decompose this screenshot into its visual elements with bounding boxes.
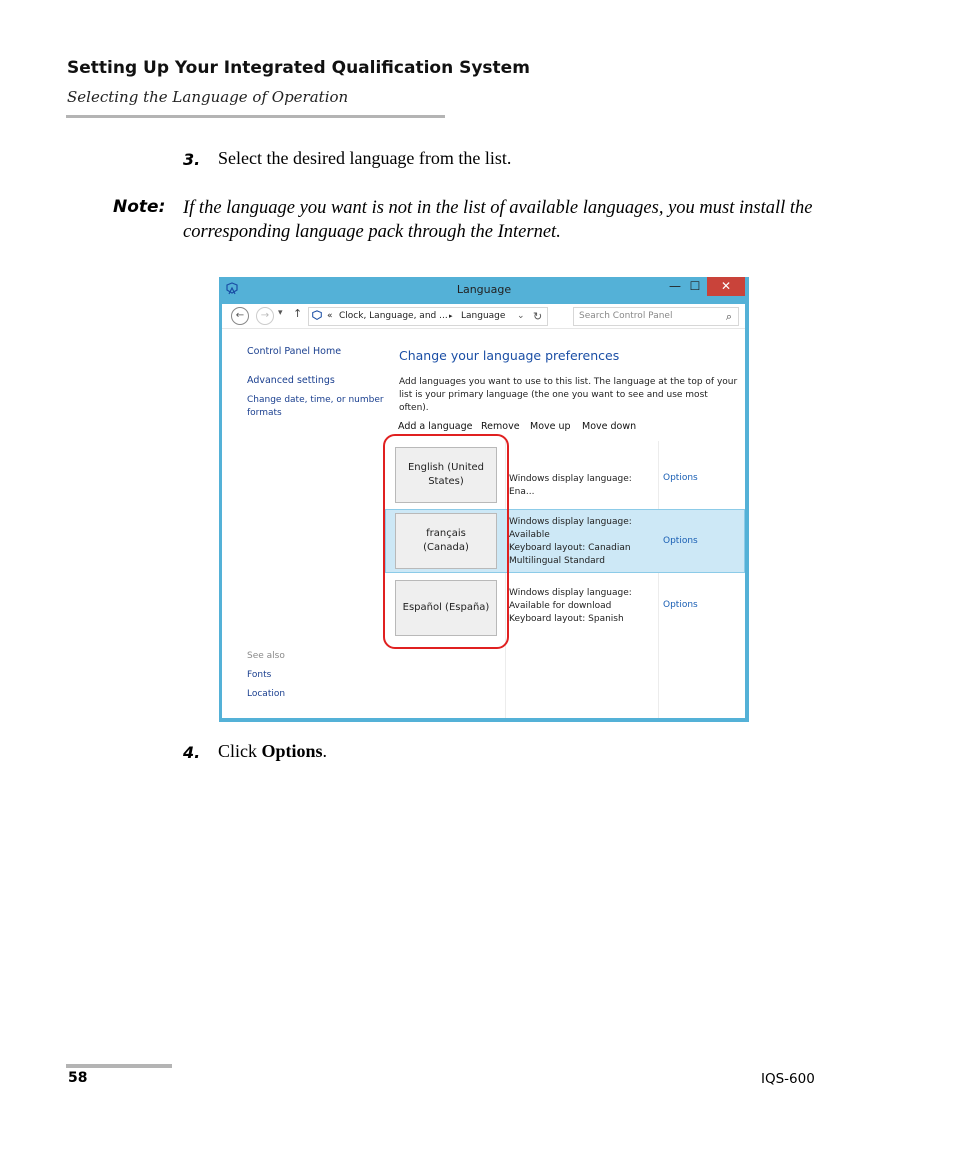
minimize-button[interactable]: — <box>669 279 681 293</box>
search-icon[interactable]: ⌕ <box>725 310 732 323</box>
refresh-icon[interactable]: ↻ <box>533 310 543 323</box>
sidebar-link-advanced-settings[interactable]: Advanced settings <box>247 375 335 386</box>
breadcrumb-item-language[interactable]: Language <box>461 311 506 321</box>
sidebar-link-control-panel-home[interactable]: Control Panel Home <box>247 346 342 357</box>
main-description: Add languages you want to use to this list. The language at the top of your list is your primary language (the one you want to see and use most often). <box>399 377 738 413</box>
move-up-button[interactable]: Move up <box>530 421 571 432</box>
breadcrumb-prefix: « <box>327 311 333 321</box>
language-info: Windows display language: Ena... <box>509 474 632 497</box>
address-bar <box>222 304 745 329</box>
window-title-bar <box>219 277 749 304</box>
main-heading: Change your language preferences <box>399 348 620 363</box>
options-link[interactable]: Options <box>663 473 698 483</box>
forward-button[interactable]: → <box>256 307 274 325</box>
note-label: Note: <box>113 197 166 217</box>
breadcrumb-separator-icon: ▸ <box>449 312 453 320</box>
language-button-english[interactable]: English (United States) <box>395 447 497 503</box>
highlight-box <box>383 434 509 649</box>
chevron-down-icon[interactable]: ⌄ <box>517 311 525 321</box>
up-button[interactable]: ↑ <box>293 307 303 320</box>
step-4-text-prefix: Click <box>218 741 262 761</box>
sidebar-link-change-date-time[interactable]: Change date, time, or number formats <box>247 395 384 418</box>
search-placeholder: Search Control Panel <box>579 311 673 321</box>
window-title: Language <box>456 283 512 296</box>
sidebar-link-location[interactable]: Location <box>247 689 286 699</box>
header-divider <box>66 115 445 118</box>
remove-button[interactable]: Remove <box>481 421 520 432</box>
options-link[interactable]: Options <box>663 536 698 546</box>
breadcrumb-item-clock-language[interactable]: Clock, Language, and ... <box>339 311 448 321</box>
close-button[interactable]: ✕ <box>707 277 745 296</box>
footer-divider <box>66 1064 172 1068</box>
control-panel-icon <box>311 310 323 322</box>
step-4-number: 4. <box>183 743 201 762</box>
step-4-text <box>218 741 327 762</box>
recent-locations-icon[interactable]: ▾ <box>278 308 283 318</box>
add-language-button[interactable]: Add a language <box>398 421 473 432</box>
back-button[interactable]: ← <box>231 307 249 325</box>
page-number: 58 <box>68 1070 88 1086</box>
breadcrumb[interactable] <box>308 307 548 326</box>
note-text: If the language you want is not in the list of available languages, you must install the corresponding language pack through the Internet. <box>183 198 813 242</box>
step-4-text-suffix: . <box>322 741 328 761</box>
language-button-francais[interactable]: français (Canada) <box>395 513 497 569</box>
sidebar-link-fonts[interactable]: Fonts <box>247 670 272 680</box>
step-3-text: Select the desired language from the list. <box>218 148 512 168</box>
language-info: Windows display language: Available for download Keyboard layout: Spanish <box>509 588 632 624</box>
options-link[interactable]: Options <box>663 600 698 610</box>
page-header-subtitle: Selecting the Language of Operation <box>67 88 349 106</box>
language-button-espanol[interactable]: Español (España) <box>395 580 497 636</box>
step-3-number: 3. <box>183 150 201 169</box>
product-name: IQS-600 <box>761 1071 815 1087</box>
step-4-options-term: Options <box>261 741 323 761</box>
page-header-title: Setting Up Your Integrated Qualification System <box>67 58 530 78</box>
language-info: Windows display language: Available Keyboard layout: Canadian Multilingual Standard <box>509 517 632 566</box>
maximize-button[interactable]: ☐ <box>689 279 701 293</box>
search-input[interactable] <box>573 307 739 326</box>
see-also-label: See also <box>247 651 285 661</box>
move-down-button[interactable]: Move down <box>582 421 637 432</box>
